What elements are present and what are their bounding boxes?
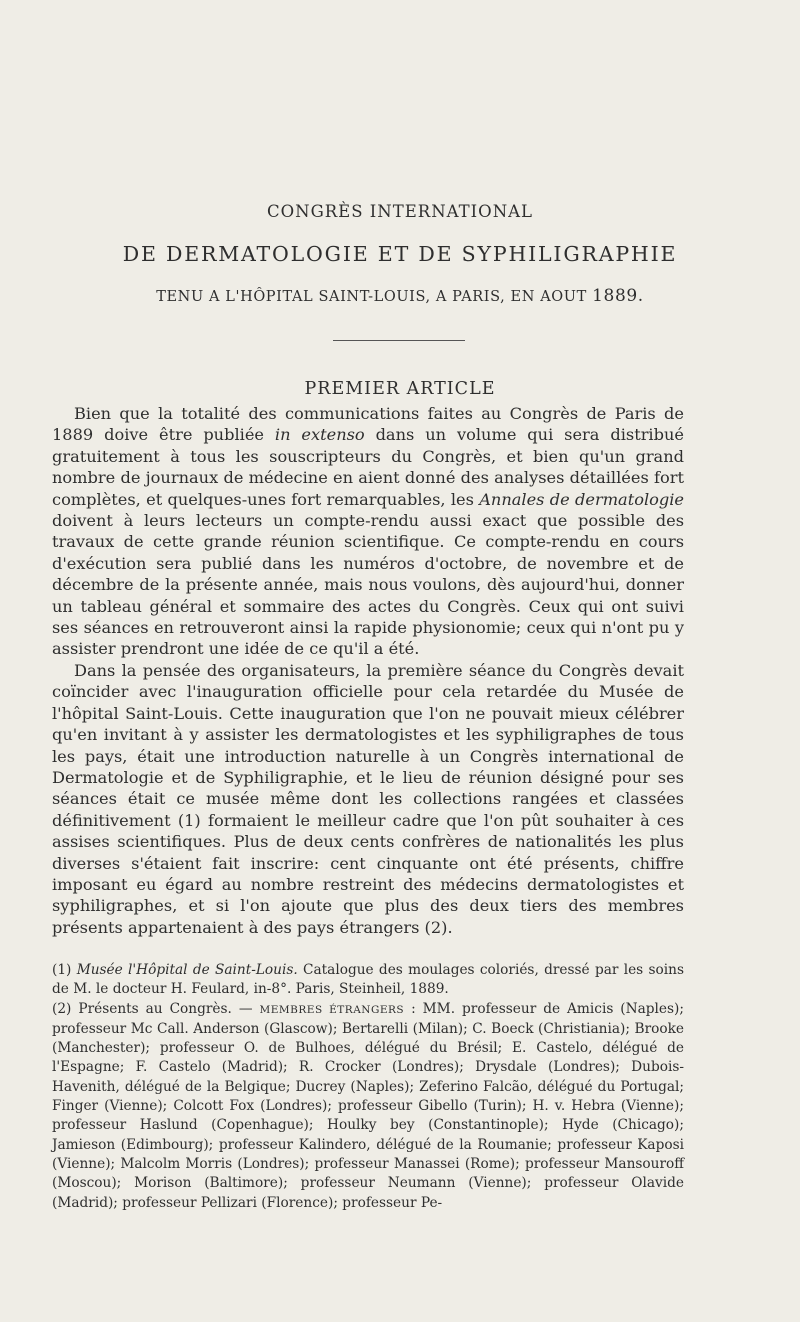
footnote-1-text: Catalogue des moulages coloriés, dressé par les soins de M. le docteur H. Feulard, in-8°. Paris, Steinheil, 1889. [52, 962, 684, 998]
section-title: PREMIER ARTICLE [304, 379, 496, 399]
footnote-1-title: Musée l'Hôpital de Saint-Louis. [76, 962, 298, 978]
paragraph-1-text-b: dans un volume qui sera distribué gratuitement à tous les souscripteurs du Congrès, et bien qu'un grand nombre de journaux de médecine en aient donné des analyses détaillées fort complètes, et quelques-unes fort remarquables, les [52, 425, 684, 509]
footnote-2 [52, 1000, 684, 1213]
paragraph-1-text-c: doivent à leurs lecteurs un compte-rendu aussi exact que possible des travaux de cette grande réunion scientifique. Ce compte-rendu en cours d'exécution sera publié dans les numéros d'octobre, de novembre et de décembre de la présente année, mais nous voulons, dès aujourd'hui, donner un tableau général et sommaire des actes du Congrès. Ceux qui ont suivi ses séances en retrouveront ainsi la rapide physionomie; ceux qui n'ont pu y assister prendront une idée de ce qu'il a été. [52, 511, 684, 659]
congress-heading: CONGRÈS INTERNATIONAL [266, 202, 534, 221]
footnote-1-number: (1) [52, 962, 77, 978]
congress-title: DE DERMATOLOGIE ET DE SYPHILIGRAPHIE [122, 242, 678, 266]
footnote-2-smallcaps: MEMBRES ÉTRANGERS [259, 1003, 405, 1016]
footnote-1 [52, 961, 684, 1000]
paragraph-1 [52, 403, 684, 660]
paragraph-1-italic-a: in extenso [274, 425, 365, 445]
subtitle-text: TENU A L'HÔPITAL SAINT-LOUIS, A PARIS, EN AOUT [156, 289, 593, 305]
paragraph-1-text-a: Bien que la totalité des communications faites au Congrès de Paris de 1889 doive être publiée [52, 404, 684, 445]
section-divider [333, 340, 465, 341]
footnotes [52, 961, 684, 1213]
subtitle-year: 1889. [592, 286, 644, 306]
paragraph-1-italic-b: Annales de dermatologie [479, 489, 684, 509]
footnote-2-start: (2) Présents au Congrès. — [52, 1000, 260, 1017]
article-body [52, 403, 684, 938]
paragraph-2: Dans la pensée des organisateurs, la première séance du Congrès devait coïncider avec l'inauguration officielle pour cela retardée du Musée de l'hôpital Saint-Louis. Cette inauguration que l'on ne pouvait mieux célébrer qu'en invitant à y assister les dermatologistes et les syphiligraphes de tous les pays, était une introduction naturelle à un Congrès international de Dermatologie et de Syphiligraphie, et le lieu de réunion désigné pour ses séances était ce musée même dont les collections rangées et classées définitivement (1) formaient le meilleur cadre que l'on pût souhaiter à ces assises scientifiques. Plus de deux cents confrères de nationalités les plus diverses s'étaient fait inscrire: cent cinquante ont été présents, chiffre imposant eu égard au nombre restreint des médecins dermatologistes et syphiligraphes, et si l'on ajoute que plus des deux tiers des membres présents appartenaient à des pays étrangers (2). [52, 660, 684, 937]
congress-subtitle [0, 286, 800, 306]
footnote-2-text: : MM. professeur de Amicis (Naples); professeur Mc Call. Anderson (Glascow); Bertarelli (Milan); C. Boeck (Christiania); Brooke (Manchester); professeur O. de Bulhoes, délégué du Brésil; E. Castelo, délégué de l'Espagne; F. Castelo (Madrid); R. Crocker (Londres); Drysdale (Londres); Dubois-Havenith, délégué de la Belgique; Ducrey (Naples); Zeferino Falcão, délégué du Portugal; Finger (Vienne); Colcott Fox (Londres); professeur Gibello (Turin); H. v. Hebra (Vienne); professeur Haslund (Copenhague); Houlky bey (Constantinople); Hyde (Chicago); Jamieson (Edimbourg); professeur Kalindero, délégué de la Roumanie; professeur Kaposi (Vienne); Malcolm Morris (Londres); professeur Manassei (Rome); professeur Mansouroff (Moscou); Morison (Baltimore); professeur Neumann (Vienne); professeur Olavide (Madrid); professeur Pellizari (Florence); professeur Pe- [52, 1000, 684, 1211]
